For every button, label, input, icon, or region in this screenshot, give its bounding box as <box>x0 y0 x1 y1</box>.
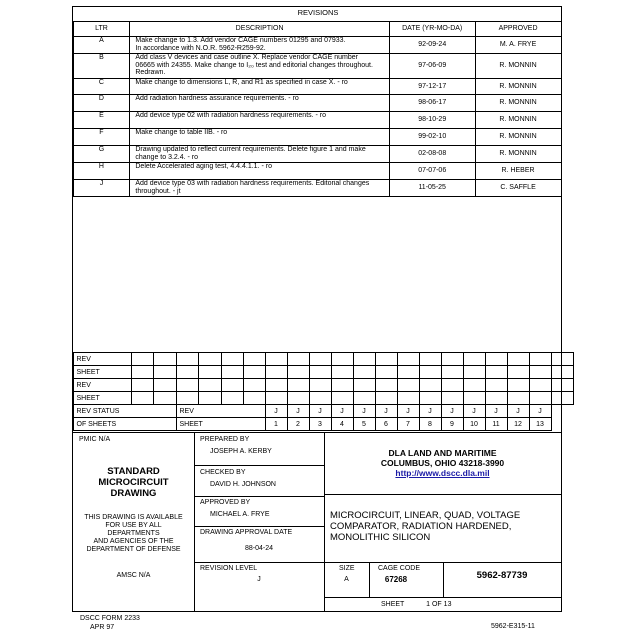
sheet-grid-cell <box>265 379 287 392</box>
rev-status-value: J <box>441 405 463 418</box>
revision-approver: R. HEBER <box>475 163 561 180</box>
sheet-grid-cell <box>463 392 485 405</box>
revision-letter: C <box>73 79 130 95</box>
revision-date: 97-12-17 <box>389 79 475 95</box>
revision-letter: D <box>73 95 130 112</box>
size-label: SIZE <box>339 565 355 572</box>
sheet-grid-cell <box>551 392 573 405</box>
sheet-grid-cell <box>331 353 353 366</box>
sheet-grid-cell <box>331 366 353 379</box>
approved-by-label: APPROVED BY <box>200 499 251 506</box>
sheet-grid-cell <box>419 353 441 366</box>
sheet-row-label: SHEET <box>73 366 131 379</box>
sheet-number-value: 1 <box>265 418 287 431</box>
revision-description: Drawing updated to reflect current requirements. Delete figure 1 and make change to 3.2.4. - ro <box>130 146 389 163</box>
sheet-grid-cell <box>507 366 529 379</box>
sheet-grid-cell <box>287 392 309 405</box>
rev-status-value: J <box>463 405 485 418</box>
sheet-number-value: 13 <box>529 418 551 431</box>
sheet-number-value: 8 <box>419 418 441 431</box>
sheet-grid-cell <box>243 392 265 405</box>
revision-level-label: REVISION LEVEL <box>200 565 258 572</box>
sheet-grid-cell <box>176 392 198 405</box>
sheet-grid-cell <box>397 366 419 379</box>
sheet-grid-cell <box>287 366 309 379</box>
sheet-number-value: 7 <box>397 418 419 431</box>
availability-note: THIS DRAWING IS AVAILABLE FOR USE BY ALL DEPARTMENTS AND AGENCIES OF THE DEPARTMENT OF DEFENSE <box>84 514 183 553</box>
document-number: 5962-87739 <box>476 570 528 581</box>
sheet-grid-cell <box>353 379 375 392</box>
sheet-number: 1 <box>426 601 431 608</box>
cage-label: CAGE CODE <box>378 565 421 572</box>
description-header: DESCRIPTION <box>130 22 389 37</box>
sheet-number-value: 3 <box>309 418 331 431</box>
revision-date: 97-06-09 <box>389 54 475 79</box>
sheet-grid-cell <box>353 366 375 379</box>
revision-row <box>73 163 561 180</box>
sheet-number-value: 9 <box>441 418 463 431</box>
sheet-number-value: 11 <box>485 418 507 431</box>
rev-status-value: J <box>265 405 287 418</box>
sheet-grid-cell <box>529 366 551 379</box>
sheet-grid-cell <box>131 379 153 392</box>
organization-block <box>324 448 561 478</box>
sheet-grid-cell <box>131 366 153 379</box>
sheet-grid-cell <box>419 379 441 392</box>
revision-letter: E <box>73 112 130 129</box>
revision-description: Make change to table IIB. - ro <box>130 129 389 146</box>
sheet-number-value: 10 <box>463 418 485 431</box>
sheet-grid-cell <box>463 353 485 366</box>
sheet-grid-cell <box>529 392 551 405</box>
of-label: OF <box>431 601 442 608</box>
sheet-grid-cell <box>397 353 419 366</box>
rev-status-sheet-label: SHEET <box>176 418 265 431</box>
revision-row <box>73 95 561 112</box>
sheet-total: 13 <box>443 601 452 608</box>
prepared-by-name: JOSEPH A. KERBY <box>210 448 272 455</box>
sheet-grid-cell <box>309 366 331 379</box>
of-sheets-label: OF SHEETS <box>73 418 176 431</box>
amsc-label: AMSC N/A <box>116 572 151 579</box>
sheet-grid-cell <box>507 379 529 392</box>
sheet-grid-cell <box>529 353 551 366</box>
sheet-grid-cell <box>331 379 353 392</box>
revision-date: 02-08-08 <box>389 146 475 163</box>
sheet-grid-cell <box>265 392 287 405</box>
rev-status-rev-label: REV <box>176 405 265 418</box>
size-value: A <box>344 576 349 583</box>
sheet-grid-cell <box>419 366 441 379</box>
sheet-grid-cell <box>441 392 463 405</box>
revision-approver: R. MONNIN <box>475 146 561 163</box>
sheet-footer <box>381 601 451 609</box>
revision-approver: C. SAFFLE <box>475 180 561 197</box>
sheet-grid-cell <box>131 353 153 366</box>
sheet-grid-cell <box>551 366 573 379</box>
sheet-row-label-2: SHEET <box>73 392 131 405</box>
revision-description: Delete Accelerated aging test, 4.4.4.1.1. - ro <box>130 163 389 180</box>
sheet-grid-cell <box>153 392 176 405</box>
revision-approver: M. A. FRYE <box>475 37 561 54</box>
revision-date: 98-10-29 <box>389 112 475 129</box>
revision-date: 07-07-06 <box>389 163 475 180</box>
date-header: DATE (YR-MO-DA) <box>389 22 475 37</box>
standard-line3: DRAWING <box>110 488 157 499</box>
sheet-grid-cell <box>397 379 419 392</box>
sheet-grid-cell <box>441 379 463 392</box>
sheet-grid-cell <box>221 392 243 405</box>
sheet-grid-cell <box>441 353 463 366</box>
sheet-grid-cell <box>153 366 176 379</box>
rev-status-label: REV STATUS <box>73 405 176 418</box>
sheet-grid-cell <box>221 353 243 366</box>
sheet-grid-cell <box>243 379 265 392</box>
sheet-grid-cell <box>176 366 198 379</box>
revision-letter: H <box>73 163 130 180</box>
rev-status-value: J <box>419 405 441 418</box>
sheet-grid-cell <box>375 392 397 405</box>
sheet-number-value: 12 <box>507 418 529 431</box>
sheet-grid-cell <box>309 392 331 405</box>
sheet-grid-cell <box>176 353 198 366</box>
rev-status-value: J <box>287 405 309 418</box>
sheet-grid-cell <box>265 353 287 366</box>
sheet-grid-cell <box>198 366 221 379</box>
revision-letter: B <box>73 54 130 79</box>
revision-description: Make change to dimensions L, R, and R1 as specified in case X. - ro <box>130 79 389 95</box>
revision-approver: R. MONNIN <box>475 129 561 146</box>
revision-date: 98-06-17 <box>389 95 475 112</box>
sheet-number-value: 6 <box>375 418 397 431</box>
revision-approver: R. MONNIN <box>475 79 561 95</box>
revision-description: Add class V devices and case outline X. Replace vendor CAGE number 06665 with 24355. Make change to I₂₀ test and editorial changes throughout. Redrawn. <box>130 54 389 79</box>
sheet-grid-cell <box>221 366 243 379</box>
org-address: COLUMBUS, OHIO 43218-3990 <box>380 458 505 468</box>
document-code: 5962-E315-11 <box>491 623 535 630</box>
rev-status-value: J <box>353 405 375 418</box>
revision-letter: F <box>73 129 130 146</box>
revision-row <box>73 37 561 54</box>
rev-status-value: J <box>309 405 331 418</box>
sheet-grid-cell <box>485 353 507 366</box>
revision-row <box>73 79 561 95</box>
sheet-grid-cell <box>353 353 375 366</box>
form-date: APR 97 <box>90 624 115 631</box>
revision-row <box>73 54 561 79</box>
prepared-by-label: PREPARED BY <box>200 436 250 443</box>
revision-date: 11-05-25 <box>389 180 475 197</box>
drawing-title: MICROCIRCUIT, LINEAR, QUAD, VOLTAGE COMPARATOR, RADIATION HARDENED, MONOLITHIC SILICON <box>330 510 521 543</box>
form-number: DSCC FORM 2233 <box>80 615 140 622</box>
standard-line1: STANDARD <box>107 466 160 477</box>
sheet-grid-cell <box>507 392 529 405</box>
sheet-grid-cell <box>551 379 573 392</box>
revision-row <box>73 180 561 197</box>
sheet-grid-cell <box>441 366 463 379</box>
revision-description: Add device type 02 with radiation hardness requirements. - ro <box>130 112 389 129</box>
sheet-grid-cell <box>397 392 419 405</box>
approval-date: 88-04-24 <box>244 545 274 552</box>
pmic-label: PMIC N/A <box>79 436 111 443</box>
revision-row <box>73 129 561 146</box>
org-name: DLA LAND AND MARITIME <box>388 448 497 458</box>
sheet-grid-cell <box>463 366 485 379</box>
sheet-grid-cell <box>153 379 176 392</box>
revision-description: Add radiation hardness assurance requirements. - ro <box>130 95 389 112</box>
sheet-grid-cell <box>551 353 573 366</box>
sheet-grid-cell <box>131 392 153 405</box>
sheet-grid-cell <box>485 379 507 392</box>
sheet-grid-cell <box>309 379 331 392</box>
revisions-table <box>73 21 562 197</box>
revision-approver: R. MONNIN <box>475 95 561 112</box>
standard-drawing-title <box>73 466 194 499</box>
sheet-grid-cell <box>419 392 441 405</box>
checked-by-label: CHECKED BY <box>200 469 246 476</box>
approval-date-label: DRAWING APPROVAL DATE <box>200 529 293 536</box>
ltr-header: LTR <box>73 22 130 37</box>
revision-level: J <box>257 576 261 583</box>
cage-value: 67268 <box>384 575 408 584</box>
sheet-grid-cell <box>198 353 221 366</box>
sheet-grid-cell <box>353 392 375 405</box>
sheet-grid-cell <box>243 366 265 379</box>
sheet-grid-cell <box>176 379 198 392</box>
revisions-title: REVISIONS <box>297 8 339 17</box>
sheet-grid-cell <box>485 366 507 379</box>
approved-by-name: MICHAEL A. FRYE <box>210 511 270 518</box>
sheet-status-table <box>73 352 574 431</box>
rev-status-value: J <box>375 405 397 418</box>
revision-description: Add device type 03 with radiation hardness requirements. Editorial changes throughout. - jt <box>130 180 389 197</box>
sheet-grid-cell <box>153 353 176 366</box>
sheet-grid-cell <box>198 379 221 392</box>
revision-date: 92-09-24 <box>389 37 475 54</box>
rev-row-label: REV <box>73 353 131 366</box>
sheet-label: SHEET <box>381 601 405 608</box>
revision-letter: J <box>73 180 130 197</box>
checked-by-name: DAVID H. JOHNSON <box>210 481 276 488</box>
rev-status-value: J <box>529 405 551 418</box>
sheet-grid-cell <box>331 392 353 405</box>
sheet-grid-cell <box>375 379 397 392</box>
sheet-grid-cell <box>507 353 529 366</box>
approved-header: APPROVED <box>475 22 561 37</box>
sheet-grid-cell <box>309 353 331 366</box>
sheet-number-value: 4 <box>331 418 353 431</box>
rev-row-label-2: REV <box>73 379 131 392</box>
sheet-grid-cell <box>243 353 265 366</box>
sheet-grid-cell <box>198 392 221 405</box>
sheet-grid-cell <box>221 379 243 392</box>
sheet-grid-cell <box>375 366 397 379</box>
org-url-link[interactable]: http://www.dscc.dla.mil <box>395 468 490 478</box>
sheet-grid-cell <box>287 379 309 392</box>
revision-approver: R. MONNIN <box>475 112 561 129</box>
rev-status-value: J <box>507 405 529 418</box>
sheet-grid-cell <box>375 353 397 366</box>
sheet-number-value: 2 <box>287 418 309 431</box>
revision-date: 99-02-10 <box>389 129 475 146</box>
revision-row <box>73 112 561 129</box>
rev-status-value: J <box>485 405 507 418</box>
revision-letter: G <box>73 146 130 163</box>
standard-line2: MICROCIRCUIT <box>98 477 169 488</box>
revision-row <box>73 146 561 163</box>
sheet-number-value: 5 <box>353 418 375 431</box>
drawing-frame <box>72 6 562 612</box>
rev-status-value: J <box>331 405 353 418</box>
sheet-grid-cell <box>287 353 309 366</box>
revision-description: Make change to 1.3. Add vendor CAGE numbers 01295 and 07933. In accordance with N.O.R. 5962-R259-92. <box>130 37 389 54</box>
revision-approver: R. MONNIN <box>475 54 561 79</box>
sheet-grid-cell <box>463 379 485 392</box>
rev-status-value: J <box>397 405 419 418</box>
revision-letter: A <box>73 37 130 54</box>
sheet-grid-cell <box>529 379 551 392</box>
sheet-grid-cell <box>265 366 287 379</box>
sheet-grid-cell <box>485 392 507 405</box>
